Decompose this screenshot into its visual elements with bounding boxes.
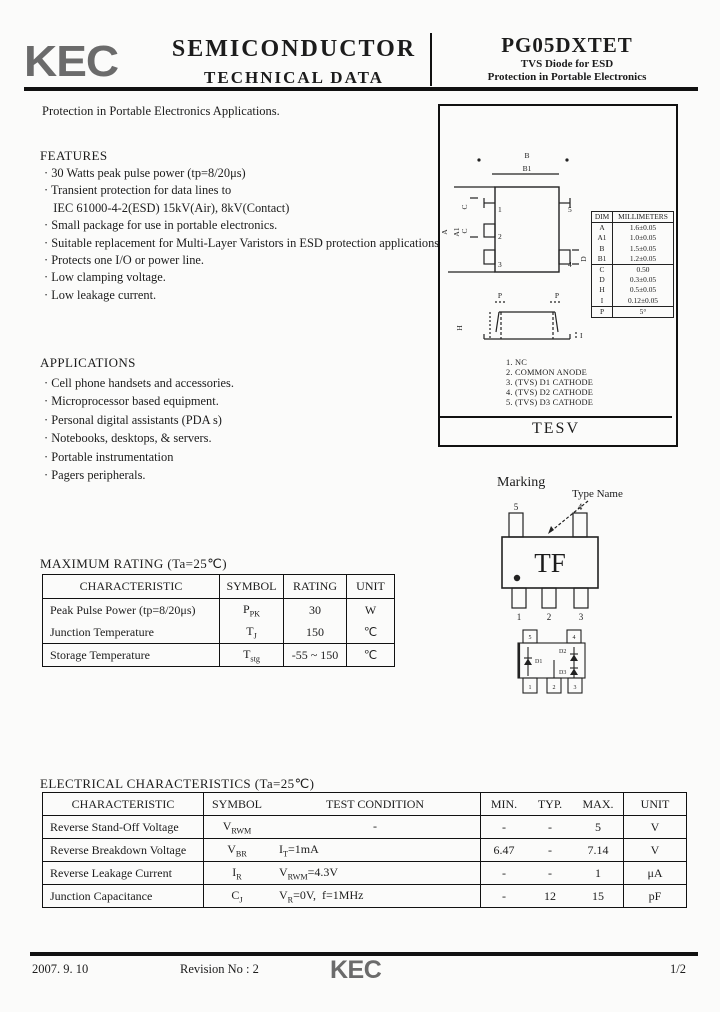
min-cell: - (481, 885, 528, 908)
application-item: · Portable instrumentation (44, 449, 174, 464)
header-divider (430, 33, 432, 86)
part-subtitle-line2: Protection in Portable Electronics (487, 70, 647, 83)
max-cell: 5 (595, 819, 601, 834)
dim-cell: P (592, 306, 613, 317)
characteristic-cell: Junction Temperature (43, 621, 220, 644)
pin-function: 2. COMMON ANODE (506, 368, 587, 377)
pin-number: 1 (498, 205, 502, 214)
pin-function: 3. (TVS) D1 CATHODE (506, 378, 594, 387)
pin-number: 4 (568, 260, 572, 269)
pin-function: 5. (TVS) D3 CATHODE (506, 398, 594, 407)
unit-cell: V (624, 839, 687, 862)
condition-cell: $V_{RWM}=4.3V$ (279, 864, 339, 882)
typ-cell: - (548, 842, 552, 857)
dim-cell: B (592, 244, 613, 254)
diode-label: D1 (535, 659, 543, 665)
package-outline-box (438, 104, 678, 447)
dim-label-d: D (579, 256, 588, 262)
dim-cell: 0.3±0.05 (629, 275, 657, 285)
dim-cell: 0.12±0.05 (613, 296, 674, 307)
applications-list (44, 374, 444, 484)
part-number: PG05DXTET (501, 33, 633, 57)
dim-label-b: B (524, 151, 530, 160)
features-list (44, 165, 444, 304)
dim-cell: 1.2±0.05 (613, 254, 674, 265)
pin-number: 2 (552, 685, 556, 691)
pin-number: 3 (498, 260, 502, 269)
part-header-block (438, 33, 696, 83)
marking-code: TF (534, 548, 566, 578)
pin-number: 1 (516, 612, 522, 622)
application-item: · Microprocessor based equipment. (44, 394, 219, 409)
dim-cell: D (592, 275, 613, 285)
symbol-cell: $P_{PK}$ (220, 599, 284, 622)
unit-cell: ℃ (347, 644, 395, 667)
max-rating-title: MAXIMUM RATING (Ta=25℃) (40, 556, 227, 571)
unit-cell: μA (624, 862, 687, 885)
dim-table-header: MILLIMETERS (613, 212, 674, 223)
doc-title-block (158, 36, 430, 88)
package-box-divider (440, 416, 672, 418)
dim-label-p: P (497, 291, 503, 300)
column-header: RATING (284, 575, 347, 599)
pin-number: 3 (578, 612, 584, 622)
feature-item: IEC 61000-4-2(ESD) 15kV(Air), 8kV(Contact) (44, 200, 290, 215)
feature-item: · 30 Watts peak pulse power (tp=8/20μs) (44, 166, 246, 180)
feature-item: · Small package for use in portable electronics. (44, 218, 278, 233)
column-header: CHARACTERISTIC (71, 796, 175, 811)
type-name-callout: Type Name (572, 488, 623, 500)
dim-table (591, 211, 674, 318)
dim-cell: 1.0±0.05 (629, 233, 657, 243)
symbol-cell: $T_{stg}$ (220, 644, 284, 667)
dim-cell: 0.5±0.05 (629, 285, 657, 295)
feature-item: · Low clamping voltage. (44, 270, 166, 285)
pin-number: 5 (528, 635, 532, 641)
diode-label: D3 (559, 670, 567, 676)
column-header: CHARACTERISTIC (43, 575, 220, 599)
dim-cell: C (592, 265, 613, 276)
pin-function: 4. (TVS) D2 CATHODE (506, 388, 594, 397)
application-item: · Cell phone handsets and accessories. (44, 376, 234, 390)
characteristic-cell: Reverse Breakdown Voltage (50, 842, 187, 857)
column-header: UNIT (624, 793, 687, 816)
dim-table-header: DIM (592, 212, 613, 223)
dim-cell: H (592, 285, 613, 295)
dim-cell: I (592, 296, 613, 307)
application-item: · Personal digital assistants (PDA s) (44, 412, 222, 427)
column-header: TEST CONDITION (325, 796, 425, 811)
column-header: UNIT (347, 575, 395, 599)
symbol-cell: $C_J$ (204, 885, 271, 908)
dim-cell: B1 (592, 254, 613, 265)
typ-cell: 12 (544, 888, 556, 903)
characteristic-cell: Storage Temperature (50, 647, 150, 662)
rating-cell: -55 ~ 150 (284, 644, 347, 667)
unit-cell: pF (624, 885, 687, 908)
footer-page-number: 1/2 (670, 962, 686, 976)
characteristic-cell: Reverse Stand-Off Voltage (50, 819, 179, 834)
dim-label-i: I (580, 331, 583, 340)
characteristic-cell: Peak Pulse Power (tp=8/20μs) (50, 602, 196, 617)
dim-label-c: C (460, 228, 469, 234)
pin-number: 4 (577, 502, 583, 512)
pin-function-list (506, 358, 593, 408)
header-rule (24, 87, 698, 91)
unit-cell: W (347, 599, 395, 622)
unit-cell: V (624, 816, 687, 839)
footer-rule (30, 952, 698, 956)
pin-number: 3 (573, 685, 577, 691)
footer-revision: Revision No : 2 (180, 962, 259, 976)
kec-logo-footer: KEC (330, 956, 382, 984)
condition-cell: $V_R=0V$, f=1MHz (279, 887, 364, 905)
dim-label-h: H (455, 325, 464, 331)
typ-cell: - (548, 865, 552, 880)
pin-number: 5 (568, 205, 572, 214)
rating-cell: 150 (284, 621, 347, 644)
elec-char-table (42, 792, 687, 908)
feature-item: · Transient protection for data lines to (44, 183, 232, 198)
footer-date: 2007. 9. 10 (32, 962, 89, 976)
dim-label-a1: A1 (452, 227, 461, 237)
application-item: · Pagers peripherals. (44, 468, 146, 483)
pin-number: 2 (498, 232, 502, 241)
symbol-cell: $V_{RWM}$ (204, 816, 271, 839)
pin-number: 5 (513, 502, 519, 512)
dim-label-a: A (440, 229, 449, 235)
max-rating-table (42, 574, 395, 667)
column-header: SYMBOL (220, 575, 284, 599)
dim-cell: A (592, 223, 613, 234)
features-title: FEATURES (40, 148, 108, 163)
min-cell: - (481, 816, 528, 839)
pin-number: 2 (546, 612, 552, 622)
intro-text: Protection in Portable Electronics Applications. (42, 104, 280, 118)
internal-circuit-diagram (495, 622, 605, 702)
min-cell: 6.47 (481, 839, 528, 862)
dim-label-c: C (460, 204, 469, 210)
max-cell: 1 (595, 865, 601, 880)
marking-title: Marking (497, 475, 546, 490)
package-name-label: TESV (532, 420, 580, 437)
symbol-cell: $V_{BR}$ (204, 839, 271, 862)
feature-item: · Protects one I/O or power line. (44, 253, 205, 268)
dim-label-p: P (554, 291, 560, 300)
doc-title-line2: TECHNICAL DATA (204, 68, 384, 87)
kec-logo: KEC (24, 36, 119, 86)
condition-cell: $I_T=1mA$ (279, 841, 319, 859)
feature-item: · Low leakage current. (44, 287, 157, 302)
pin-function: 1. NC (506, 358, 528, 367)
dim-cell: 1.6±0.05 (629, 223, 657, 233)
dim-cell: A1 (592, 233, 613, 243)
symbol-cell: $I_R$ (204, 862, 271, 885)
rating-cell: 30 (284, 599, 347, 622)
pin-number: 1 (528, 685, 532, 691)
part-subtitle-line1: TVS Diode for ESD (520, 58, 614, 70)
dim-cell: 5° (639, 306, 647, 316)
column-header: MIN. (481, 793, 528, 816)
unit-cell: ℃ (347, 621, 395, 644)
elec-char-title: ELECTRICAL CHARACTERISTICS (Ta=25℃) (40, 776, 315, 791)
column-header: MAX. (582, 796, 614, 811)
pin-number: 4 (572, 635, 576, 641)
dim-cell: 1.5±0.05 (629, 243, 657, 253)
column-header: TYP. (537, 796, 563, 811)
characteristic-cell: Reverse Leakage Current (50, 865, 172, 880)
application-item: · Notebooks, desktops, & servers. (44, 431, 212, 446)
max-cell: 7.14 (587, 842, 609, 857)
condition-cell: - (373, 818, 377, 833)
symbol-cell: $T_J$ (220, 621, 284, 644)
applications-title: APPLICATIONS (40, 355, 136, 370)
max-cell: 15 (592, 888, 604, 903)
characteristic-cell: Junction Capacitance (50, 888, 153, 903)
typ-cell: - (548, 819, 552, 834)
marking-diagram (460, 468, 700, 626)
dim-cell: 0.50 (636, 265, 650, 275)
min-cell: - (481, 862, 528, 885)
diode-label: D2 (559, 649, 567, 655)
column-header: SYMBOL (204, 793, 271, 816)
feature-item: · Suitable replacement for Multi-Layer Varistors in ESD protection applications (44, 235, 440, 250)
doc-title-line1: SEMICONDUCTOR (171, 36, 417, 62)
dim-label-b1: B1 (522, 164, 532, 173)
